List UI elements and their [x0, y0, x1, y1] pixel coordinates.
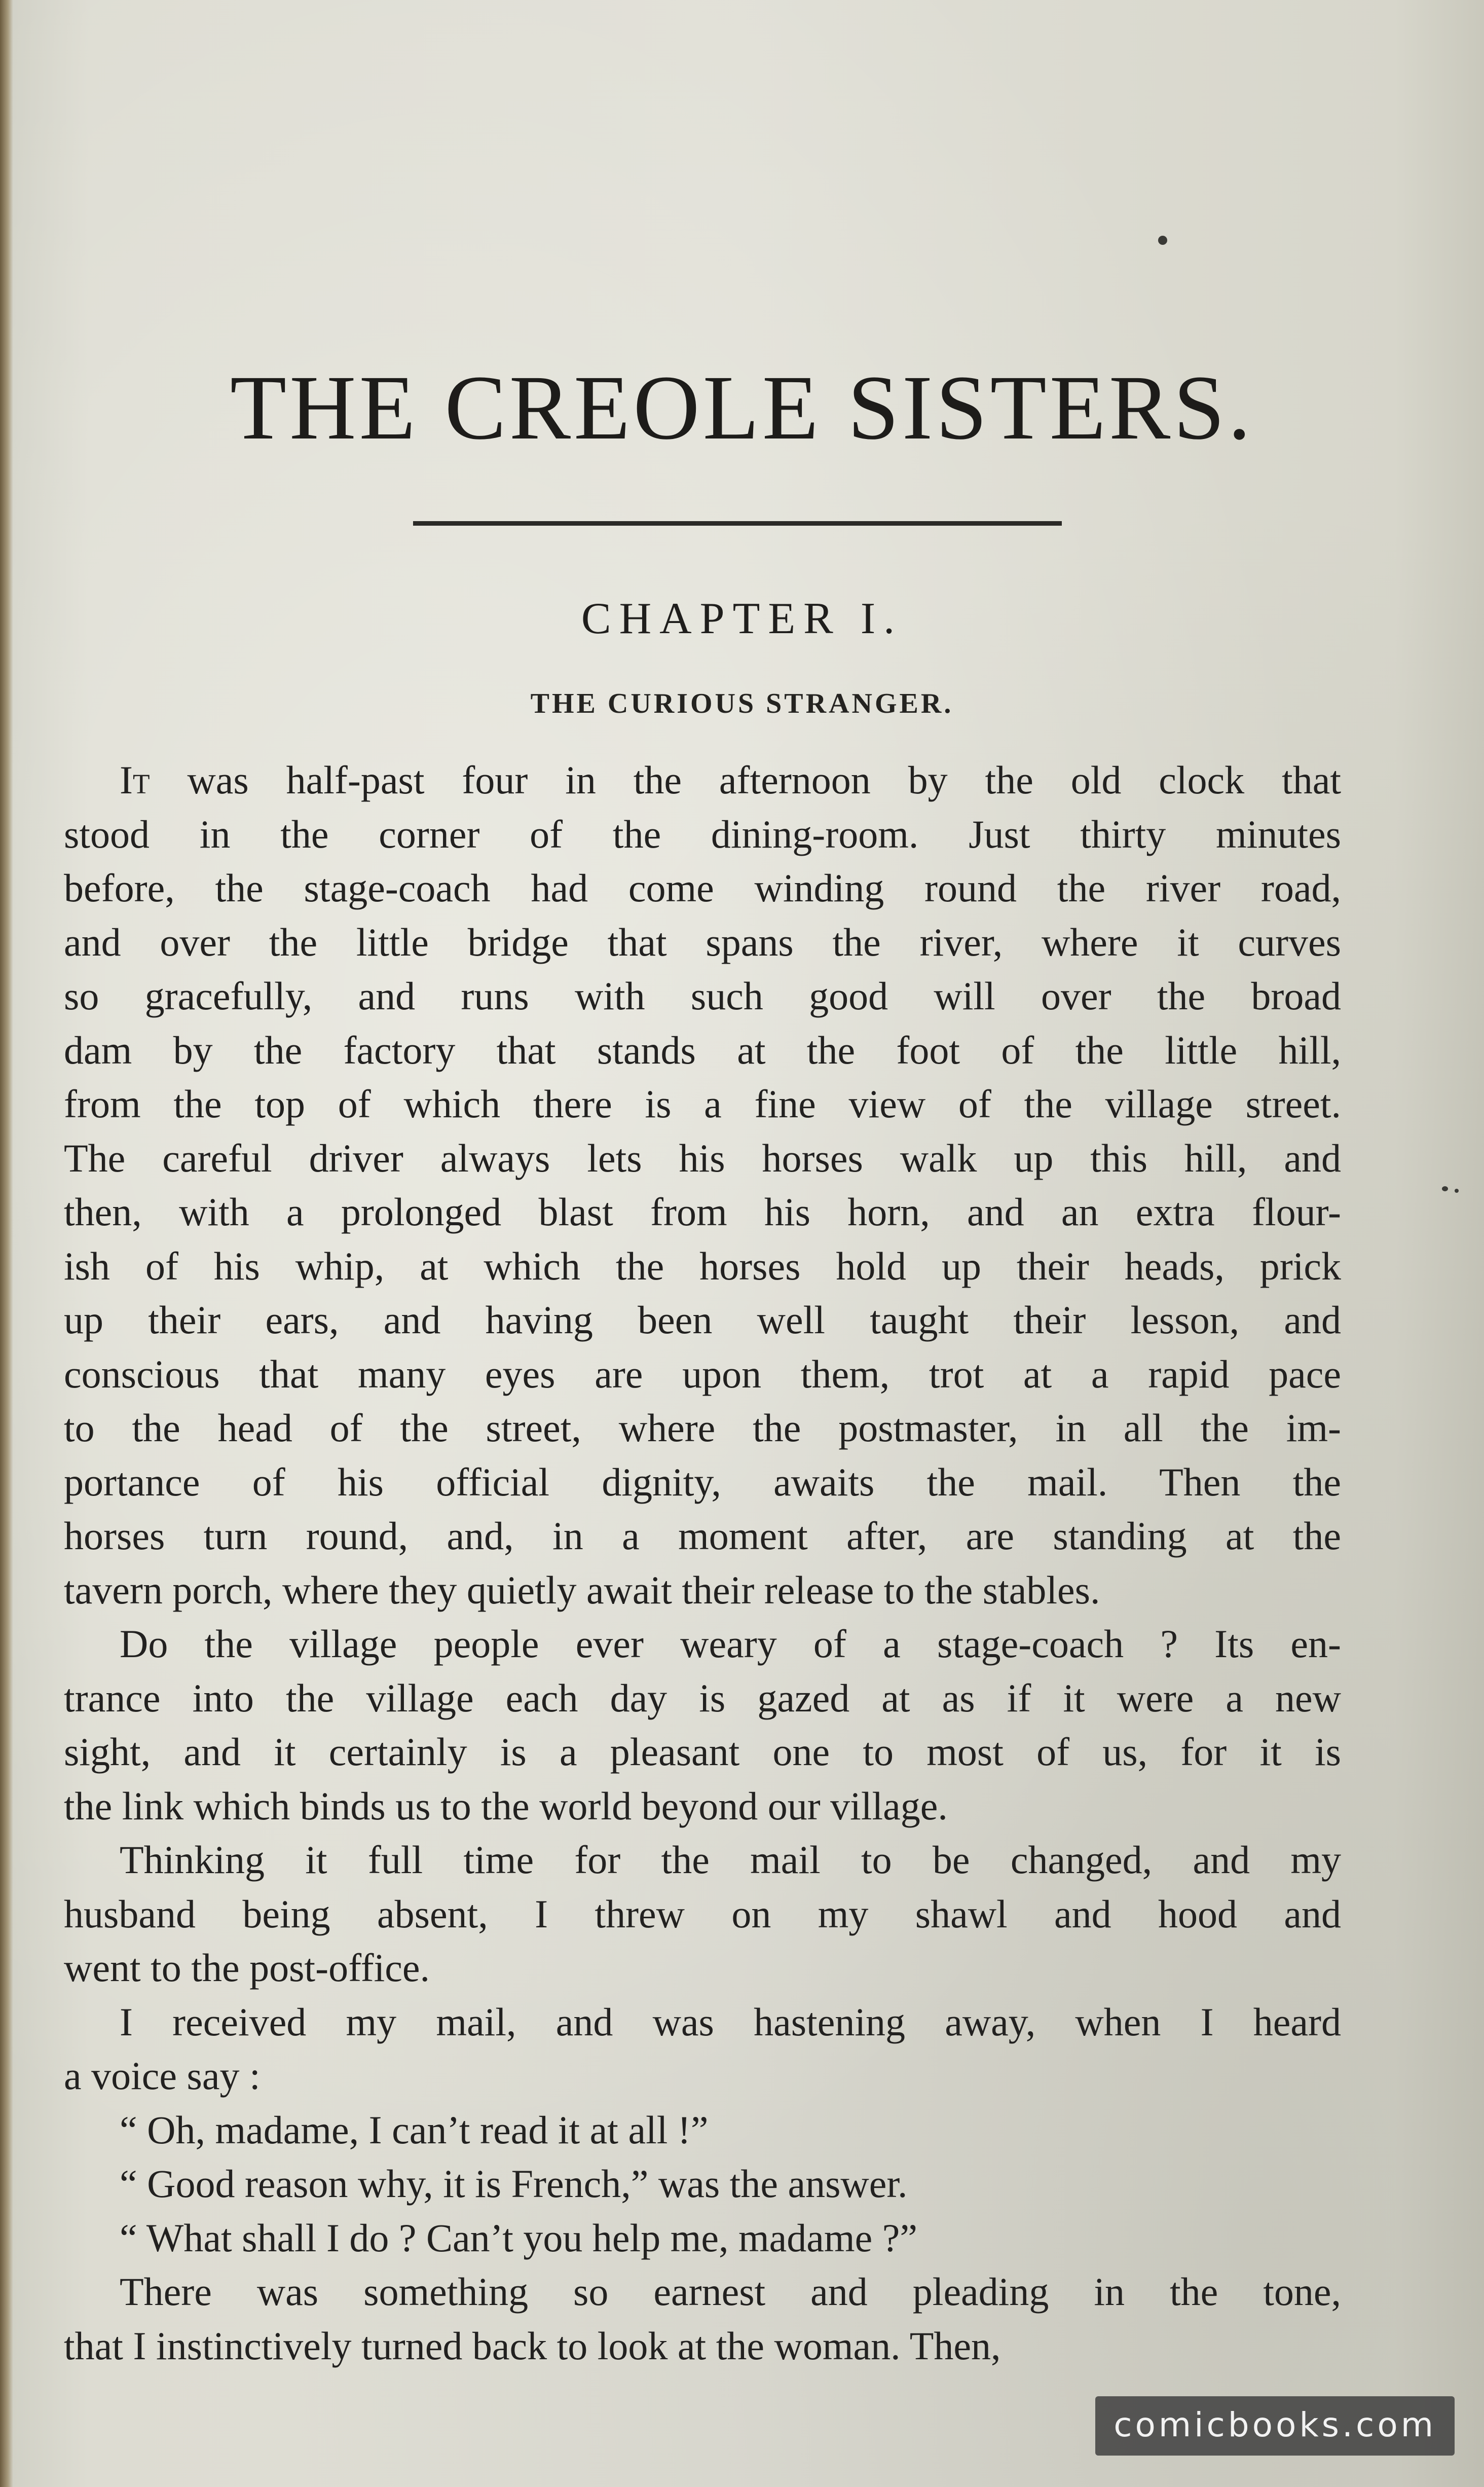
text-line: horses turn round, and, in a moment after, are standing at the — [64, 1514, 1341, 1558]
body-text — [64, 753, 1341, 2373]
text-line: I received my mail, and was hastening away, when I heard — [120, 1999, 1341, 2044]
text-line: and over the little bridge that spans the river, where it curves — [64, 920, 1341, 964]
text-line: “ Oh, madame, I can’t read it at all !” — [120, 2107, 709, 2152]
text-line: portance of his official dignity, awaits the mail. Then the — [64, 1459, 1341, 1504]
text-line: that I instinctively turned back to look at the woman. Then, — [64, 2323, 1001, 2368]
line-text: was half-past four in the afternoon by the old clock that — [150, 758, 1341, 802]
text-line: Thinking it full time for the mail to be changed, and my — [120, 1838, 1341, 1882]
text-line: The careful driver always lets his horses walk up this hill, and — [64, 1136, 1341, 1180]
text-line: “ Good reason why, it is French,” was the answer. — [120, 2162, 908, 2206]
text-line: conscious that many eyes are upon them, trot at a rapid pace — [64, 1351, 1341, 1396]
text-line: then, with a prolonged blast from his horn, and an extra flour- — [64, 1190, 1341, 1234]
ink-speck — [1158, 236, 1167, 245]
text-line: husband being absent, I threw on my shawl and hood and — [64, 1891, 1341, 1936]
ink-speck — [1442, 1186, 1448, 1191]
text-line: dam by the factory that stands at the foot of the little hill, — [64, 1028, 1341, 1072]
text-line: “ What shall I do ? Can’t you help me, madame ?” — [120, 2215, 917, 2260]
watermark: comicbooks.com — [1095, 2396, 1455, 2456]
title-rule — [413, 521, 1062, 526]
text-line — [64, 753, 1341, 808]
text-line: so gracefully, and runs with such good will over the broad — [64, 974, 1341, 1018]
text-line: trance into the village each day is gazed at as if it were a new — [64, 1675, 1341, 1720]
text-line: stood in the corner of the dining-room. Just thirty minutes — [64, 812, 1341, 856]
text-line: the link which binds us to the world beyond our village. — [64, 1783, 948, 1828]
text-line: Do the village people ever weary of a stage-coach ? Its en- — [120, 1622, 1341, 1666]
text-line: from the top of which there is a fine view of the village street. — [64, 1082, 1341, 1126]
text-line: a voice say : — [64, 2054, 261, 2098]
text-line: ish of his whip, at which the horses hold up their heads, prick — [64, 1244, 1341, 1288]
text-line: before, the stage-coach had come winding round the river road, — [64, 866, 1341, 910]
text-line: up their ears, and having been well taught their lesson, and — [64, 1298, 1341, 1342]
text-line: sight, and it certainly is a pleasant one to most of us, for it is — [64, 1730, 1341, 1774]
book-title: THE CREOLE SISTERS. — [230, 357, 1254, 459]
text-line: went to the post-office. — [64, 1946, 430, 1990]
ink-speck — [1455, 1189, 1459, 1193]
dropcap-word: It — [120, 758, 150, 802]
chapter-title: THE CURIOUS STRANGER. — [530, 688, 954, 719]
text-line: tavern porch, where they quietly await their release to the stables. — [64, 1567, 1100, 1612]
chapter-heading: CHAPTER I. — [581, 594, 903, 643]
text-line: There was something so earnest and pleading in the tone, — [120, 2270, 1341, 2314]
text-line: to the head of the street, where the postmaster, in all the im- — [64, 1406, 1341, 1450]
